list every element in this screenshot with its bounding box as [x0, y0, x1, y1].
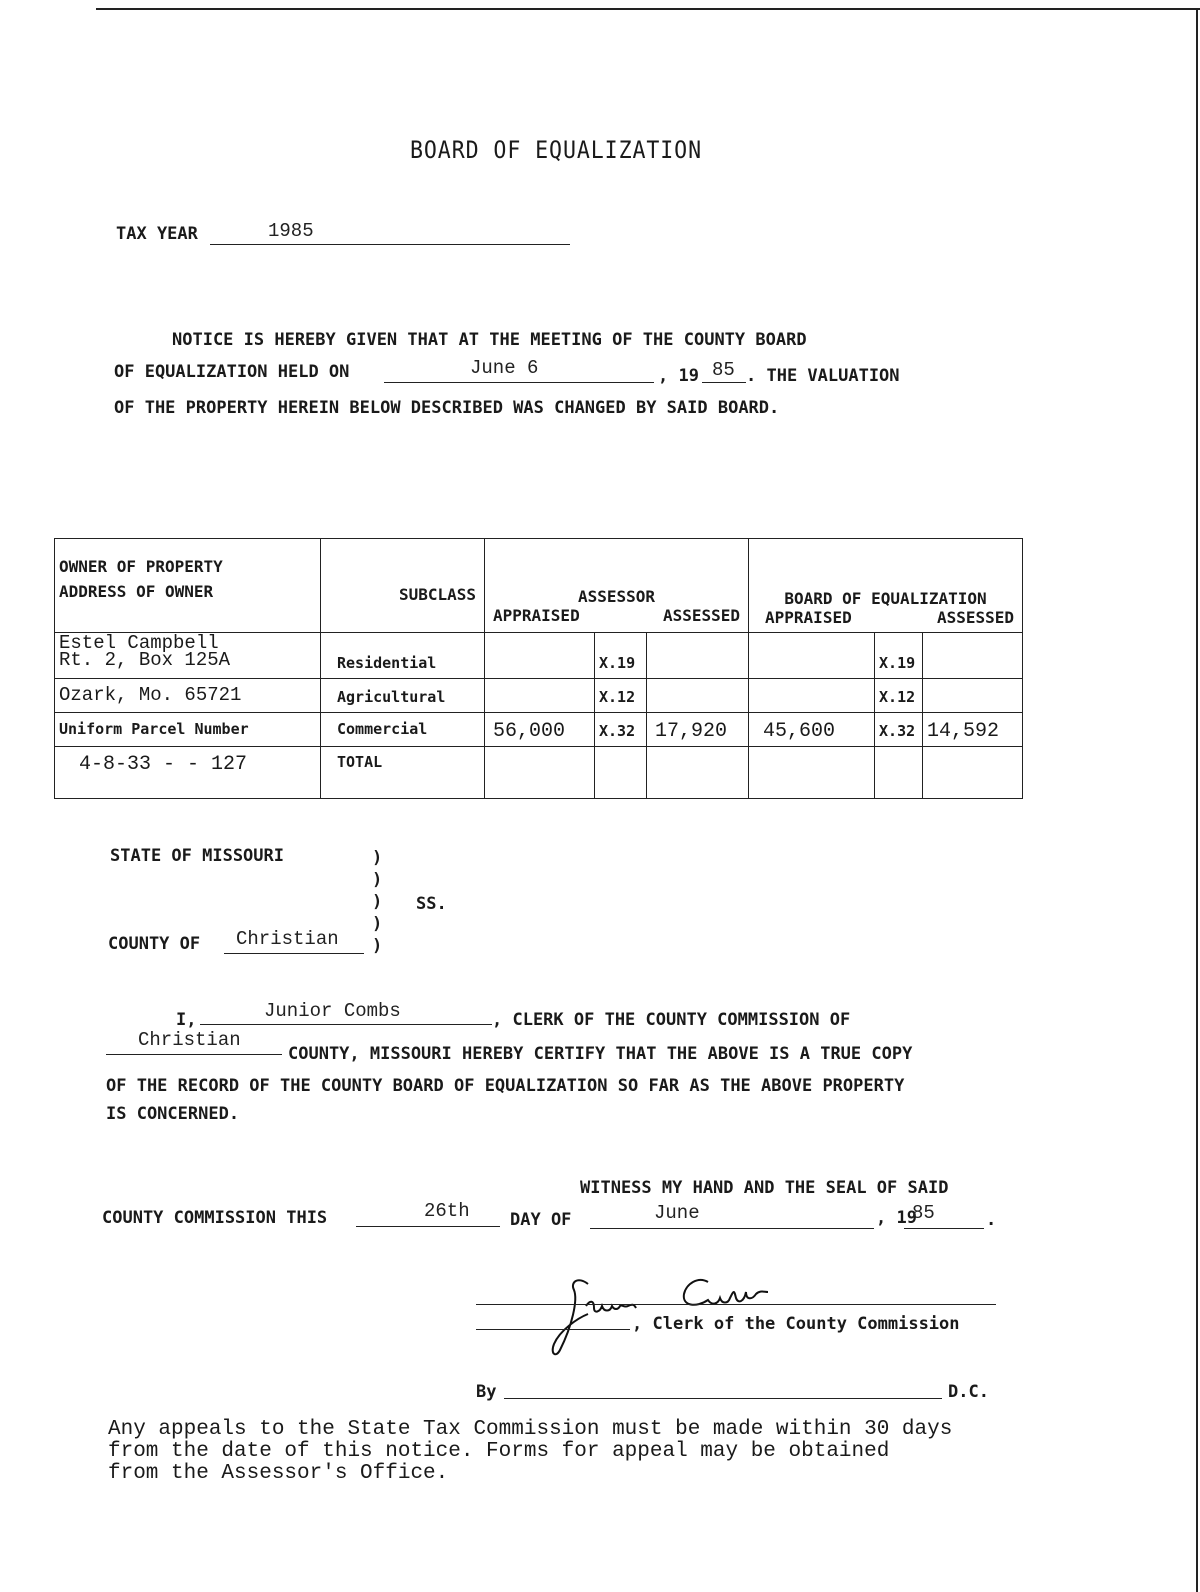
assessor-rate-cell: X.19 [595, 633, 647, 679]
meeting-date-line [384, 382, 654, 383]
board-appraised-cell [749, 633, 875, 679]
board-rate-cell: X.32 [875, 713, 923, 747]
assessor-rate-cell: X.12 [595, 679, 647, 713]
footer-line-1: Any appeals to the State Tax Commission must be made within 30 days [108, 1418, 953, 1441]
signature-title: , Clerk of the County Commission [632, 1314, 960, 1334]
certify-clerk-text: , CLERK OF THE COUNTY COMMISSION OF [492, 1010, 851, 1030]
assessor-header-label: ASSESSOR [577, 587, 656, 606]
footer-line-3: from the Assessor's Office. [108, 1462, 449, 1485]
tax-year-line [210, 244, 570, 245]
assessor-appraised-cell [485, 747, 595, 799]
table-row [55, 679, 1023, 713]
witness-year-suffix: 85 [912, 1202, 935, 1224]
witness-period: . [986, 1210, 997, 1230]
owner-header [55, 539, 321, 633]
assessor-appraised-cell: 56,000 [485, 713, 595, 747]
witness-year-line [904, 1228, 984, 1229]
table-header-row [55, 539, 1023, 633]
by-label: By [476, 1382, 497, 1402]
board-appraised-cell [749, 747, 875, 799]
signature-line [476, 1304, 996, 1305]
witness-year-prefix: , 19 [876, 1208, 917, 1228]
tax-year-value: 1985 [268, 220, 314, 242]
dc-label: D.C. [948, 1382, 989, 1402]
board-header-label: BOARD OF EQUALIZATION [784, 589, 987, 608]
meeting-date: June 6 [470, 357, 539, 379]
board-assessed-cell [923, 679, 1023, 713]
board-assessed-cell [923, 747, 1023, 799]
board-header [749, 539, 1023, 633]
board-rate-cell: X.19 [875, 633, 923, 679]
board-appraised-cell [749, 679, 875, 713]
notice-line-3: OF THE PROPERTY HEREIN BELOW DESCRIBED WAS CHANGED BY SAID BOARD. [114, 398, 780, 418]
owner-name: Estel Campbell [59, 632, 219, 654]
by-line [504, 1398, 942, 1399]
board-assessed-header: ASSESSED [936, 608, 1015, 627]
board-appraised-cell: 45,600 [749, 713, 875, 747]
notice-line-2b: . THE VALUATION [746, 366, 900, 386]
assessor-header [485, 539, 749, 633]
signature-line-2 [476, 1329, 630, 1330]
bracket: ) [372, 848, 383, 868]
owner-header-line-2: ADDRESS OF OWNER [59, 582, 214, 601]
witness-line-1: WITNESS MY HAND AND THE SEAL OF SAID [580, 1178, 949, 1198]
assessor-rate-cell [595, 747, 647, 799]
owner-header-line-1: OWNER OF PROPERTY [59, 557, 223, 576]
subclass-cell: Agricultural [321, 679, 485, 713]
assessor-assessed-cell [647, 679, 749, 713]
owner-cell [55, 633, 321, 679]
certify-line-2: COUNTY, MISSOURI HEREBY CERTIFY THAT THE ABOVE IS A TRUE COPY [288, 1044, 913, 1064]
assessor-rate-cell: X.32 [595, 713, 647, 747]
owner-cell: Ozark, Mo. 65721 [55, 679, 321, 713]
witness-label-b: DAY OF [510, 1210, 572, 1230]
meeting-year-line [702, 382, 746, 383]
certify-line-4: IS CONCERNED. [106, 1104, 240, 1124]
tax-year-label: TAX YEAR [116, 224, 198, 244]
clerk-name: Junior Combs [264, 1000, 401, 1022]
bracket: ) [372, 892, 383, 912]
subclass-header-label: SUBCLASS [398, 585, 476, 604]
assessor-appraised-cell [485, 633, 595, 679]
document-title: BOARD OF EQUALIZATION [410, 136, 702, 164]
table-row [55, 633, 1023, 679]
subclass-header [321, 539, 485, 633]
board-rate-cell [875, 747, 923, 799]
board-assessed-cell: 14,592 [923, 713, 1023, 747]
ss-label: SS. [416, 894, 447, 914]
clerk-name-line [200, 1024, 492, 1025]
certify-county-line [106, 1054, 282, 1055]
witness-day-line [356, 1226, 500, 1227]
bracket: ) [372, 936, 383, 956]
meeting-year-suffix: 85 [712, 359, 735, 381]
board-assessed-cell [923, 633, 1023, 679]
subclass-cell: Commercial [321, 713, 485, 747]
page-border-top [96, 8, 1200, 10]
state-label: STATE OF MISSOURI [110, 846, 284, 866]
witness-month-line [590, 1228, 874, 1229]
certify-line-3: OF THE RECORD OF THE COUNTY BOARD OF EQUALIZATION SO FAR AS THE ABOVE PROPERTY [106, 1076, 905, 1096]
valuation-table [54, 538, 1023, 799]
notice-line-2a: OF EQUALIZATION HELD ON [114, 362, 350, 382]
bracket: ) [372, 914, 383, 934]
witness-month: June [654, 1202, 700, 1224]
subclass-cell: Residential [321, 633, 485, 679]
table-row [55, 747, 1023, 799]
county-value: Christian [236, 928, 339, 950]
assessor-assessed-cell [647, 633, 749, 679]
meeting-year-prefix: , 19 [658, 366, 699, 386]
table-row [55, 713, 1023, 747]
certify-county: Christian [138, 1029, 241, 1051]
assessor-assessed-header: ASSESSED [662, 606, 741, 625]
board-rate-cell: X.12 [875, 679, 923, 713]
bracket: ) [372, 870, 383, 890]
certify-i: I, [176, 1010, 197, 1030]
total-label-cell: TOTAL [321, 747, 485, 799]
county-label: COUNTY OF [108, 934, 201, 954]
parcel-number-cell: 4-8-33 - - 127 [55, 747, 321, 799]
owner-address: Rt. 2, Box 125A [59, 649, 231, 671]
assessor-appraised-cell [485, 679, 595, 713]
witness-label-a: COUNTY COMMISSION THIS [102, 1208, 328, 1228]
witness-day: 26th [424, 1200, 470, 1222]
page-border-right [1196, 8, 1198, 1592]
footer-line-2: from the date of this notice. Forms for appeal may be obtained [108, 1440, 890, 1463]
assessor-appraised-header: APPRAISED [493, 606, 580, 625]
assessor-assessed-cell [647, 747, 749, 799]
notice-line-1: NOTICE IS HEREBY GIVEN THAT AT THE MEETING OF THE COUNTY BOARD [172, 330, 807, 350]
owner-cell: Uniform Parcel Number [55, 713, 321, 747]
assessor-assessed-cell: 17,920 [647, 713, 749, 747]
board-appraised-header: APPRAISED [765, 608, 852, 627]
county-line [224, 953, 364, 954]
